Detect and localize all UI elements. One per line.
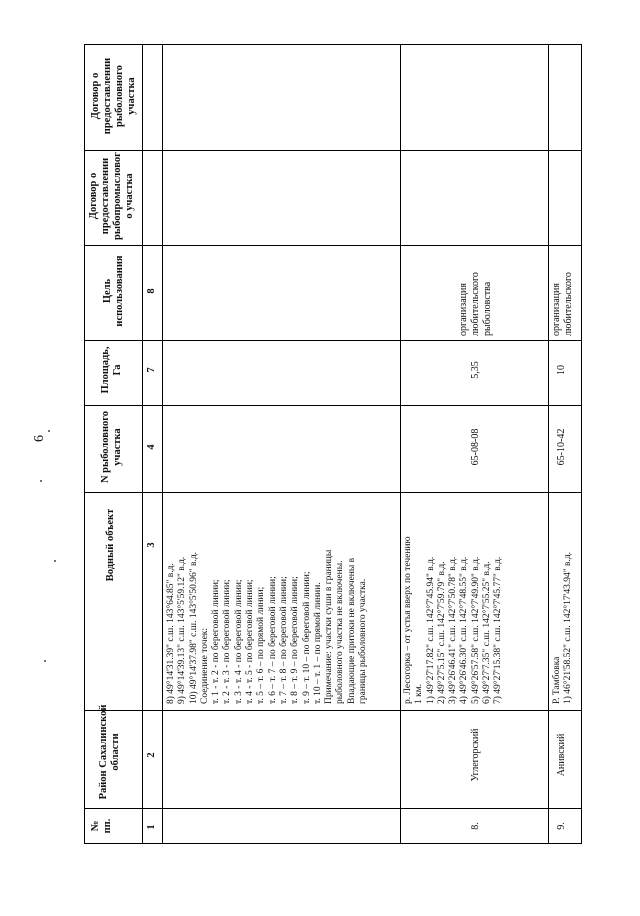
column-divider bbox=[84, 710, 582, 711]
column-divider bbox=[84, 492, 582, 493]
header-area: Площадь, Га bbox=[100, 346, 123, 394]
column-number: 4 bbox=[146, 444, 157, 450]
area-cell: 5,35 bbox=[470, 361, 481, 379]
column-divider bbox=[84, 808, 582, 809]
water-body-cell: р. Лесогорка – от устья вверх по течению 1 км. 1) 49°27'17.82" с.ш. 142°7'45.94" в.д. 2) 49°27'5.15" с.ш. 142°7'59.79" в.д. 3) 49°26'46.41" с.ш. 142°7'50.78" в.д. 4) 49°26'46.30" с.ш. 142°7'48.55" в.д. 5) 49°26'57.58" с.ш. 142°7'49.90" в.д. 6) 49°27'7.35" с.ш. 142°7'55.25" в.д. 7) 49°27'15.38" с.ш. 142°7'45.77" в.д. bbox=[403, 536, 504, 704]
column-number: 3 bbox=[146, 542, 157, 548]
row-divider bbox=[548, 44, 549, 844]
column-number: 2 bbox=[146, 752, 157, 758]
row-divider bbox=[400, 44, 401, 844]
area-cell: 10 bbox=[556, 365, 567, 375]
table-frame bbox=[84, 44, 582, 844]
header-no: № пп. bbox=[90, 818, 113, 834]
row-number-cell: 9. bbox=[556, 822, 567, 830]
column-number: 8 bbox=[146, 288, 157, 294]
purpose-cell: организация любительского рыболовства bbox=[458, 272, 493, 336]
column-divider bbox=[84, 245, 582, 246]
column-divider bbox=[84, 405, 582, 406]
scan-speck bbox=[54, 560, 56, 562]
scan-speck bbox=[44, 660, 46, 662]
district-cell: Углегорский bbox=[470, 728, 481, 782]
row-divider bbox=[142, 44, 143, 844]
district-cell: Анивский bbox=[556, 733, 567, 777]
column-number: 1 bbox=[146, 824, 157, 830]
column-number: 7 bbox=[146, 367, 157, 373]
row-number-cell: 8. bbox=[470, 822, 481, 830]
header-district: Район Сахалинской области bbox=[98, 704, 121, 800]
water-body-cell: Р. Тамбовка 1) 46°21'58.52" с.ш. 142°17'43.94" в.д. bbox=[552, 551, 574, 704]
page-number: 6 bbox=[32, 435, 47, 442]
row-divider bbox=[162, 44, 163, 844]
scan-speck bbox=[40, 480, 42, 482]
site-number-cell: 65-08-08 bbox=[470, 428, 481, 466]
header-purpose: Цель использования bbox=[102, 255, 125, 327]
header-water-body: Водный объект bbox=[105, 508, 116, 582]
header-site-number: N рыболовного участка bbox=[100, 410, 123, 484]
site-number-cell: 65-10-42 bbox=[556, 428, 567, 466]
scan-speck bbox=[48, 430, 50, 432]
column-divider bbox=[84, 340, 582, 341]
column-divider bbox=[84, 150, 582, 151]
purpose-cell: организация любительского bbox=[551, 272, 574, 336]
header-contract-commercial: Договор о предоставлении рыбопромысловог о участка bbox=[88, 152, 135, 240]
water-body-cell: 8) 49°14'31.39" с.ш. 143°64.85" в.д. 9) 49°14'39.13" с.ш. 143°5'59.12" в.д. 10) 49°14'37.98" с.ш. 143°5'50.96" в.д. Соединение точек: т. 1 - т. 2 - по береговой линии; т. 2 - т. 3 - по береговой линии; т. 3 - т. 4 - по береговой линии; т. 4 - т. 5 - по береговой линии; т. 5 – т. 6 – по прямой линии; т. 6 – т. 7 – по береговой линии; т. 7 – т. 8 – по береговой линии; т. 8 – т. 9 – по береговой линии; т. 9 – т. 10 – по береговой линии; т. 10 – т. 1 – по прямой линии. Примечание: участки суши в границы рыболовного участка не включены. Впадающие притоки не включены в границы рыболовного участка. bbox=[166, 549, 369, 704]
header-contract-fishing: Договор о предоставлении рыболовного участка bbox=[90, 57, 137, 135]
